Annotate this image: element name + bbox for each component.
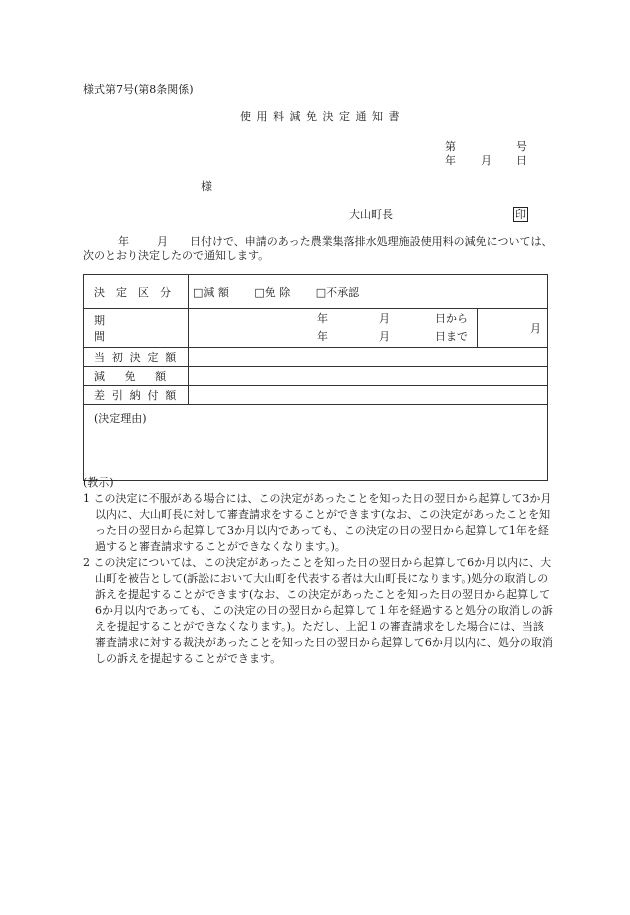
intro-year: 年: [118, 235, 129, 248]
notes-list: [83, 491, 553, 667]
date-year: 年: [445, 154, 456, 167]
decision-table: [83, 274, 548, 481]
form-number: 様式第7号(第8条関係): [83, 83, 194, 96]
intro-month: 月: [157, 235, 168, 248]
period-dates: [189, 309, 478, 348]
row-net-amount: [84, 386, 548, 405]
seal-mark: [513, 207, 528, 222]
decision-options: [189, 275, 548, 309]
addressee-suffix: 様: [201, 180, 212, 193]
period-months-cell: [478, 309, 548, 348]
reduction-label: 減免額: [94, 370, 186, 383]
decision-label-cell: [84, 275, 189, 309]
net-amount-value[interactable]: [189, 386, 548, 405]
period-label-cell: [84, 309, 189, 348]
reduction-value[interactable]: [189, 367, 548, 386]
seal-text: 印: [515, 208, 526, 221]
reduction-label-cell: [84, 367, 189, 386]
ref-go: 号: [516, 140, 527, 153]
row-reason: [84, 405, 548, 481]
date-day: 日: [516, 154, 527, 167]
period-from-month: 月: [379, 312, 390, 325]
period-to-month: 月: [379, 330, 390, 343]
row-period: [84, 309, 548, 348]
option-exempt[interactable]: □免 除: [254, 285, 291, 299]
net-amount-label: 差引納付額: [94, 389, 184, 402]
initial-amount-label-cell: [84, 348, 189, 367]
period-label: [84, 312, 188, 344]
initial-amount-label: 当初決定額: [94, 351, 184, 364]
period-to-suffix: 日まで: [435, 330, 468, 343]
row-reduction: [84, 367, 548, 386]
period-months: 月: [530, 322, 541, 335]
period-from-suffix: 日から: [435, 312, 468, 325]
row-initial-amount: [84, 348, 548, 367]
note-item-1: 1 この決定に不服がある場合には、この決定があったことを知った日の翌日から起算して3か月以内に、大山町長に対して審査請求をすることができます(なお、この決定があったことを知った日の翌日から起算して3か月以内であっても、この決定の日の翌日から起算して1年を経過すると審査請求することができなくなります。)。: [83, 492, 552, 553]
ref-dai: 第: [445, 140, 456, 153]
net-amount-label-cell: [84, 386, 189, 405]
decision-label: 決定区分: [94, 285, 182, 299]
note-item-2: 2 この決定については、この決定があったことを知った日の翌日から起算して6か月以内に、大山町を被告として(訴訟において大山町を代表する者は大山町長になります。)処分の取消しの訴えを提起することができます(なお、この決定があったことを知った日の翌日から起算して6か月以内であっても、この決定の日の翌日から起算して１年を経過すると処分の取消しの訴えを提起することができなくなります。)。ただし、上記１の審査請求をした場合には、当該審査請求に対する裁決があったことを知った日の翌日から起算して6か月以内に、処分の取消しの訴えを提起することができます。: [83, 556, 553, 665]
notes-heading: (教示): [83, 476, 114, 489]
date-month: 月: [481, 154, 492, 167]
reason-cell[interactable]: [84, 405, 548, 481]
option-reduce[interactable]: □減 額: [193, 285, 229, 299]
intro-text: 日付けで、申請のあった農業集落排水処理施設使用料の減免については、次のとおり決定したので通知します。: [83, 235, 553, 262]
row-decision: [84, 275, 548, 309]
option-reject[interactable]: □不承認: [315, 285, 360, 299]
period-from-year: 年: [317, 312, 328, 325]
period-label-text: 期間: [94, 314, 152, 343]
reason-label: (決定理由): [94, 412, 147, 425]
document-title: 使用料減免決定通知書: [240, 110, 405, 123]
sender-name: 大山町長: [349, 208, 393, 221]
period-to-year: 年: [317, 330, 328, 343]
initial-amount-value[interactable]: [189, 348, 548, 367]
